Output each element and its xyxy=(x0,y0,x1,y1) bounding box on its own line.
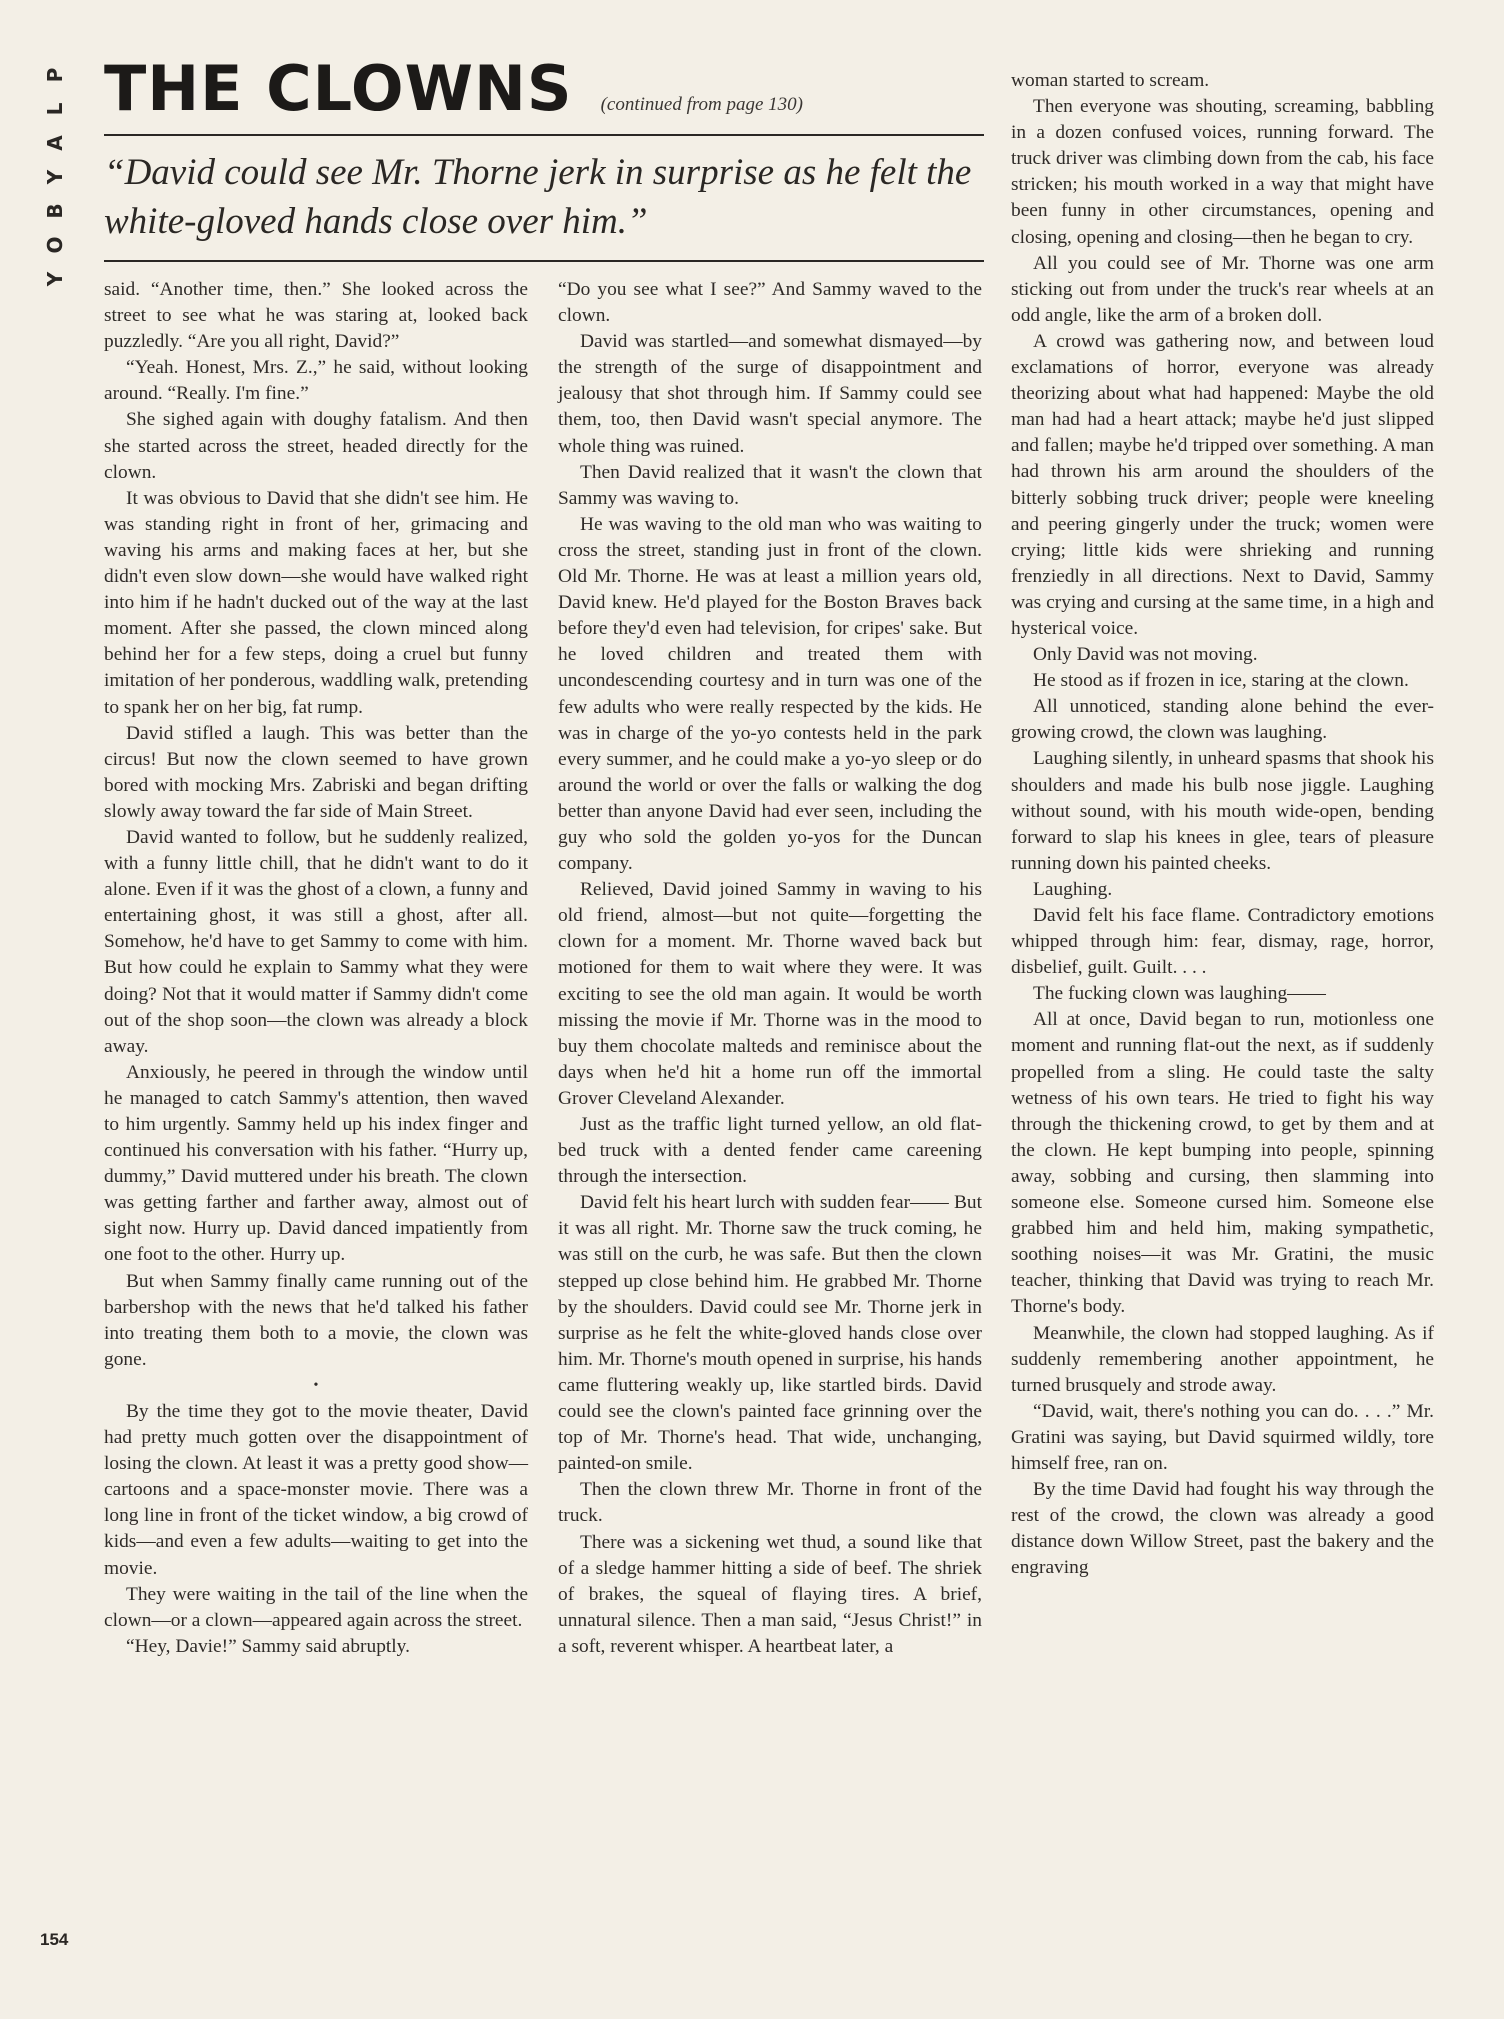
paragraph: Just as the traffic light turned yellow, an old flat-bed truck with a dented fender came careening through the intersection. xyxy=(558,1114,982,1188)
side-brand-letter: A xyxy=(43,135,67,151)
header-rule-bottom xyxy=(104,260,984,262)
text-column-3 xyxy=(1011,68,1434,1581)
paragraph: All at once, David began to run, motionless one moment and running flat-out the next, as if suddenly propelled from a sling. He could taste the salty wetness of his own tears. He tried to fight his way through the thickening crowd, to get by them and at the clown. He kept bumping into people, spinning away, sobbing and cursing, then slamming into someone else. Someone cursed him. Someone else grabbed him and held him, making sympathetic, soothing noises—it was Mr. Gratini, the music teacher, thinking that David was trying to reach Mr. Thorne's body. xyxy=(1011,1009,1434,1318)
paragraph: David wanted to follow, but he suddenly realized, with a funny little chill, that he didn't want to do it alone. Even if it was the ghost of a clown, a funny and entertaining ghost, it was still a ghost, after all. Somehow, he'd have to get Sammy to come with him. But how could he explain to Sammy what they were doing? Not that it would matter if Sammy didn't come out of the shop soon—the clown was already a block away. xyxy=(104,826,528,1057)
paragraph: Then the clown threw Mr. Thorne in front of the truck. xyxy=(558,1479,982,1527)
paragraph: Laughing. xyxy=(1033,878,1113,900)
paragraph: Meanwhile, the clown had stopped laughing. As if suddenly remembering another appointment, he turned brusquely and strode away. xyxy=(1011,1322,1434,1396)
paragraph: They were waiting in the tail of the line when the clown—or a clown—appeared again across the street. xyxy=(104,1583,528,1631)
paragraph: By the time David had fought his way through the rest of the crowd, the clown was already a good distance down Willow Street, past the bakery and the engraving xyxy=(1011,1479,1434,1579)
side-brand-letter: B xyxy=(43,203,67,219)
paragraph: He was waving to the old man who was waiting to cross the street, standing just in front of the clown. Old Mr. Thorne. He was at least a million years old, David knew. He'd played for the Boston Braves back before they'd even had television, for cripes' sake. But he loved children and treated them with uncondescending courtesy and in turn was one of the few adults who were really respected by the kids. He was in charge of the yo-yo contests held in the park every summer, and he could make a yo-yo sleep or do around the world or over the falls or walking the dog better than anyone David had ever seen, including the guy who sold the golden yo-yos for the Duncan company. xyxy=(558,513,982,875)
side-brand-letter: P xyxy=(43,67,67,83)
paragraph: The fucking clown was laughing—— xyxy=(1033,983,1326,1005)
paragraph: She sighed again with doughy fatalism. And then she started across the street, headed directly for the clown. xyxy=(104,409,528,483)
paragraph: Then David realized that it wasn't the clown that Sammy was waving to. xyxy=(558,461,982,509)
side-brand-letter: Y xyxy=(43,271,67,287)
continued-note: (continued from page 130) xyxy=(600,94,804,115)
paragraph: It was obvious to David that she didn't see him. He was standing right in front of her, grimacing and waving his arms and making faces at her, but she didn't even slow down—she would have walked right into him if he hadn't ducked out of the way at the last moment. After she passed, the clown minced along behind her for a few steps, doing a cruel but funny imitation of her ponderous, waddling walk, pretending to spank her on her big, fat rump. xyxy=(104,487,528,718)
text-column-1 xyxy=(104,277,528,1660)
side-brand-letter: L xyxy=(43,102,67,116)
text-column-2 xyxy=(558,277,982,1660)
paragraph: David felt his heart lurch with sudden fear—— But it was all right. Mr. Thorne saw the truck coming, he was still on the curb, he was safe. But then the clown stepped up close behind him. He grabbed Mr. Thorne by the shoulders. David could see Mr. Thorne jerk in surprise as he felt the white-gloved hands close over him. Mr. Thorne's mouth opened in surprise, his hands came fluttering weakly up, like startled birds. David could see the clown's painted face grinning over the top of Mr. Thorne's head. That wide, unchanging, painted-on smile. xyxy=(558,1192,982,1475)
paragraph: David stifled a laugh. This was better than the circus! But now the clown seemed to have grown bored with mocking Mrs. Zabriski and began drifting slowly away toward the far side of Main Street. xyxy=(104,722,528,822)
paragraph: Anxiously, he peered in through the window until he managed to catch Sammy's attention, then waved to him urgently. Sammy held up his index finger and continued his conversation with his father. “Hurry up, dummy,” David muttered under his breath. The clown was getting farther and farther away, almost out of sight now. Hurry up. David danced impatiently from one foot to the other. Hurry up. xyxy=(104,1061,528,1266)
page-number: 154 xyxy=(40,1930,69,1949)
paragraph: But when Sammy finally came running out of the barbershop with the news that he'd talked his father into treating them both to a movie, the clown was gone. xyxy=(104,1270,528,1370)
paragraph: He stood as if frozen in ice, staring at the clown. xyxy=(1033,670,1409,692)
title-row xyxy=(104,52,984,125)
paragraph: woman started to scream. xyxy=(1011,70,1210,91)
paragraph: “Yeah. Honest, Mrs. Z.,” he said, without looking around. “Really. I'm fine.” xyxy=(104,357,528,405)
paragraph: A crowd was gathering now, and between loud exclamations of horror, everyone was already theorizing about what had happened: Maybe the old man had had a heart attack; maybe he'd just slipped and fallen; maybe he'd tripped over something. A man had thrown his arm around the shoulders of the bitterly sobbing truck driver; people were kneeling and peering gingerly under the truck; women were crying; little kids were shrieking and running frenziedly in all directions. Next to David, Sammy was crying and cursing at the same time, in a high and hysterical voice. xyxy=(1011,330,1434,639)
article-title: THE CLOWNS xyxy=(104,52,573,125)
article-header xyxy=(104,52,984,262)
paragraph: said. “Another time, then.” She looked across the street to see what he was staring at, looked back puzzledly. “Are you all right, David?” xyxy=(104,279,528,353)
side-brand-letter: Y xyxy=(43,169,67,185)
paragraph: “David, wait, there's nothing you can do. . . .” Mr. Gratini was saying, but David squirmed wildly, tore himself free, ran on. xyxy=(1011,1400,1434,1474)
side-brand-letter: O xyxy=(43,236,67,254)
paragraph: David was startled—and somewhat dismayed—by the strength of the surge of disappointment and jealousy that shot through him. If Sammy could see them, too, then David wasn't special anymore. The whole thing was ruined. xyxy=(558,331,982,457)
paragraph: Then everyone was shouting, screaming, babbling in a dozen confused voices, running forward. The truck driver was climbing down from the cab, his face stricken; his mouth worked in a way that might have been funny in other circumstances, opening and closing, opening and closing—then he began to cry. xyxy=(1011,96,1434,248)
paragraph: Laughing silently, in unheard spasms that shook his shoulders and made his bulb nose jiggle. Laughing without sound, with his mouth wide-open, bending forward to slap his knees in glee, tears of pleasure running down his painted cheeks. xyxy=(1011,748,1434,874)
paragraph: There was a sickening wet thud, a sound like that of a sledge hammer hitting a side of beef. The shriek of brakes, the squeal of flaying tires. A brief, unnatural silence. Then a man said, “Jesus Christ!” in a soft, reverent whisper. A heartbeat later, a xyxy=(558,1531,982,1657)
paragraph: All unnoticed, standing alone behind the ever-growing crowd, the clown was laughing. xyxy=(1011,696,1434,744)
pull-quote: “David could see Mr. Thorne jerk in surprise as he felt the white-gloved hands close over him.” xyxy=(104,152,972,242)
paragraph: David felt his face flame. Contradictory emotions whipped through him: fear, dismay, rage, horror, disbelief, guilt. Guilt. . . . xyxy=(1011,905,1434,979)
paragraph: “Hey, Davie!” Sammy said abruptly. xyxy=(126,1635,410,1657)
paragraph: Only David was not moving. xyxy=(1033,644,1258,666)
paragraph: Relieved, David joined Sammy in waving to his old friend, almost—but not quite—forgetting the clown for a moment. Mr. Thorne waved back but motioned for them to wait where they were. It was exciting to see the old man again. It would be worth missing the movie if Mr. Thorne was in the mood to buy them chocolate malteds and reminisce about the days when he'd hit a home run off the immortal Grover Cleveland Alexander. xyxy=(558,879,982,1109)
paragraph: All you could see of Mr. Thorne was one arm sticking out from under the truck's rear wheels at an odd angle, like the arm of a broken doll. xyxy=(1011,252,1434,326)
paragraph: “Do you see what I see?” And Sammy waved to the clown. xyxy=(558,279,982,327)
magazine-side-brand xyxy=(40,58,70,296)
paragraph: By the time they got to the movie theater, David had pretty much gotten over the disappointment of losing the clown. At least it was a pretty good show—cartoons and a space-monster movie. There was a long line in front of the ticket window, a big crowd of kids—and even a few adults—waiting to get into the movie. xyxy=(104,1400,528,1579)
section-break: • xyxy=(313,1377,319,1393)
